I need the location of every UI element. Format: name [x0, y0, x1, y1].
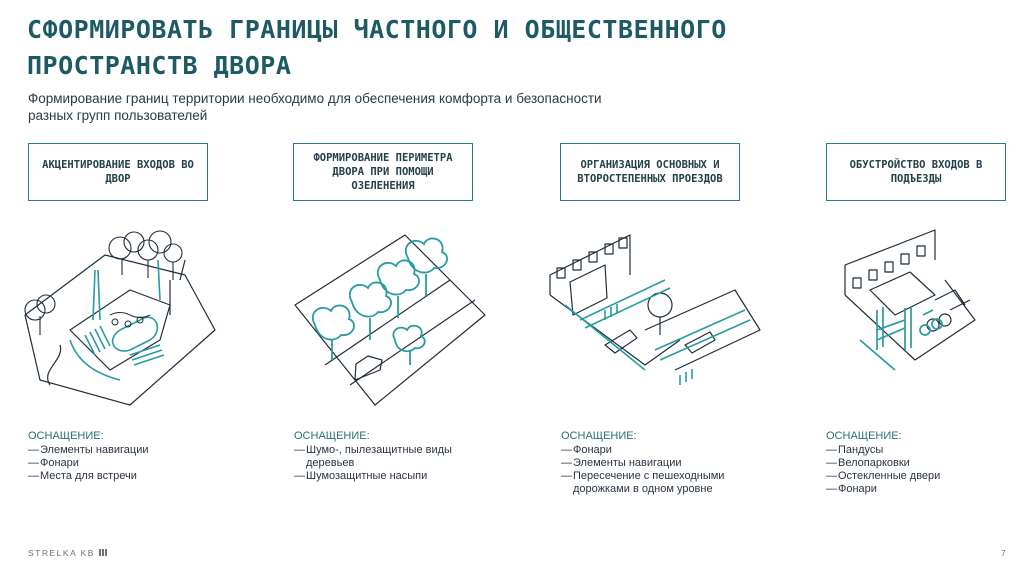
equipment-list-driveways: [561, 430, 761, 496]
equipment-list-porch: [826, 430, 1024, 496]
list-item: — Пересечение с пешеходными дорожками в одном уровне: [561, 470, 761, 496]
equipment-list-perimeter: [294, 430, 494, 483]
equipment-list-entrance: [28, 430, 228, 483]
list-item: — Фонари: [561, 444, 761, 457]
card-entrance-accent: АКЦЕНТИРОВАНИЕ ВХОДОВ ВО ДВОР: [28, 143, 208, 201]
driveways-illustration: [545, 220, 785, 410]
list-item: — Элементы навигации: [28, 444, 228, 457]
page-subtitle: Формирование границ территории необходимо для обеспечения комфорта и безопасности разных групп пользователей: [28, 91, 602, 123]
list-item: — Шумо-, пылезащитные виды деревьев: [294, 444, 494, 470]
list-item: — Элементы навигации: [561, 457, 761, 470]
page-number: 7: [1001, 548, 1006, 558]
page-title: СФОРМИРОВАТЬ ГРАНИЦЫ ЧАСТНОГО И ОБЩЕСТВЕННОГО ПРОСТРАНСТВ ДВОРА: [27, 15, 727, 80]
brand-logo-text: STRELKA KB: [28, 548, 95, 558]
equipment-title: ОСНАЩЕНИЕ:: [28, 430, 104, 442]
brand-logo: [28, 548, 108, 558]
green-perimeter-illustration: [280, 220, 520, 410]
list-item: — Фонари: [28, 457, 228, 470]
list-item: — Шумозащитные насыпи: [294, 470, 494, 483]
courtyard-entrance-illustration: [10, 220, 250, 410]
list-item: — Остекленные двери: [826, 470, 1024, 483]
card-green-perimeter: ФОРМИРОВАНИЕ ПЕРИМЕТРА ДВОРА ПРИ ПОМОЩИ ОЗЕЛЕНЕНИЯ: [293, 143, 473, 201]
list-item: — Места для встречи: [28, 470, 228, 483]
logo-mark-icon: [99, 549, 108, 556]
card-entrance-porch: ОБУСТРОЙСТВО ВХОДОВ В ПОДЪЕЗДЫ: [826, 143, 1006, 201]
list-item: — Фонари: [826, 483, 1024, 496]
equipment-title: ОСНАЩЕНИЕ:: [826, 430, 902, 442]
list-item: — Велопарковки: [826, 457, 1024, 470]
entrance-porch-illustration: [815, 220, 1024, 410]
card-driveways: ОРГАНИЗАЦИЯ ОСНОВНЫХ И ВТОРОСТЕПЕННЫХ ПРОЕЗДОВ: [560, 143, 740, 201]
equipment-title: ОСНАЩЕНИЕ:: [294, 430, 370, 442]
list-item: — Пандусы: [826, 444, 1024, 457]
equipment-title: ОСНАЩЕНИЕ:: [561, 430, 637, 442]
